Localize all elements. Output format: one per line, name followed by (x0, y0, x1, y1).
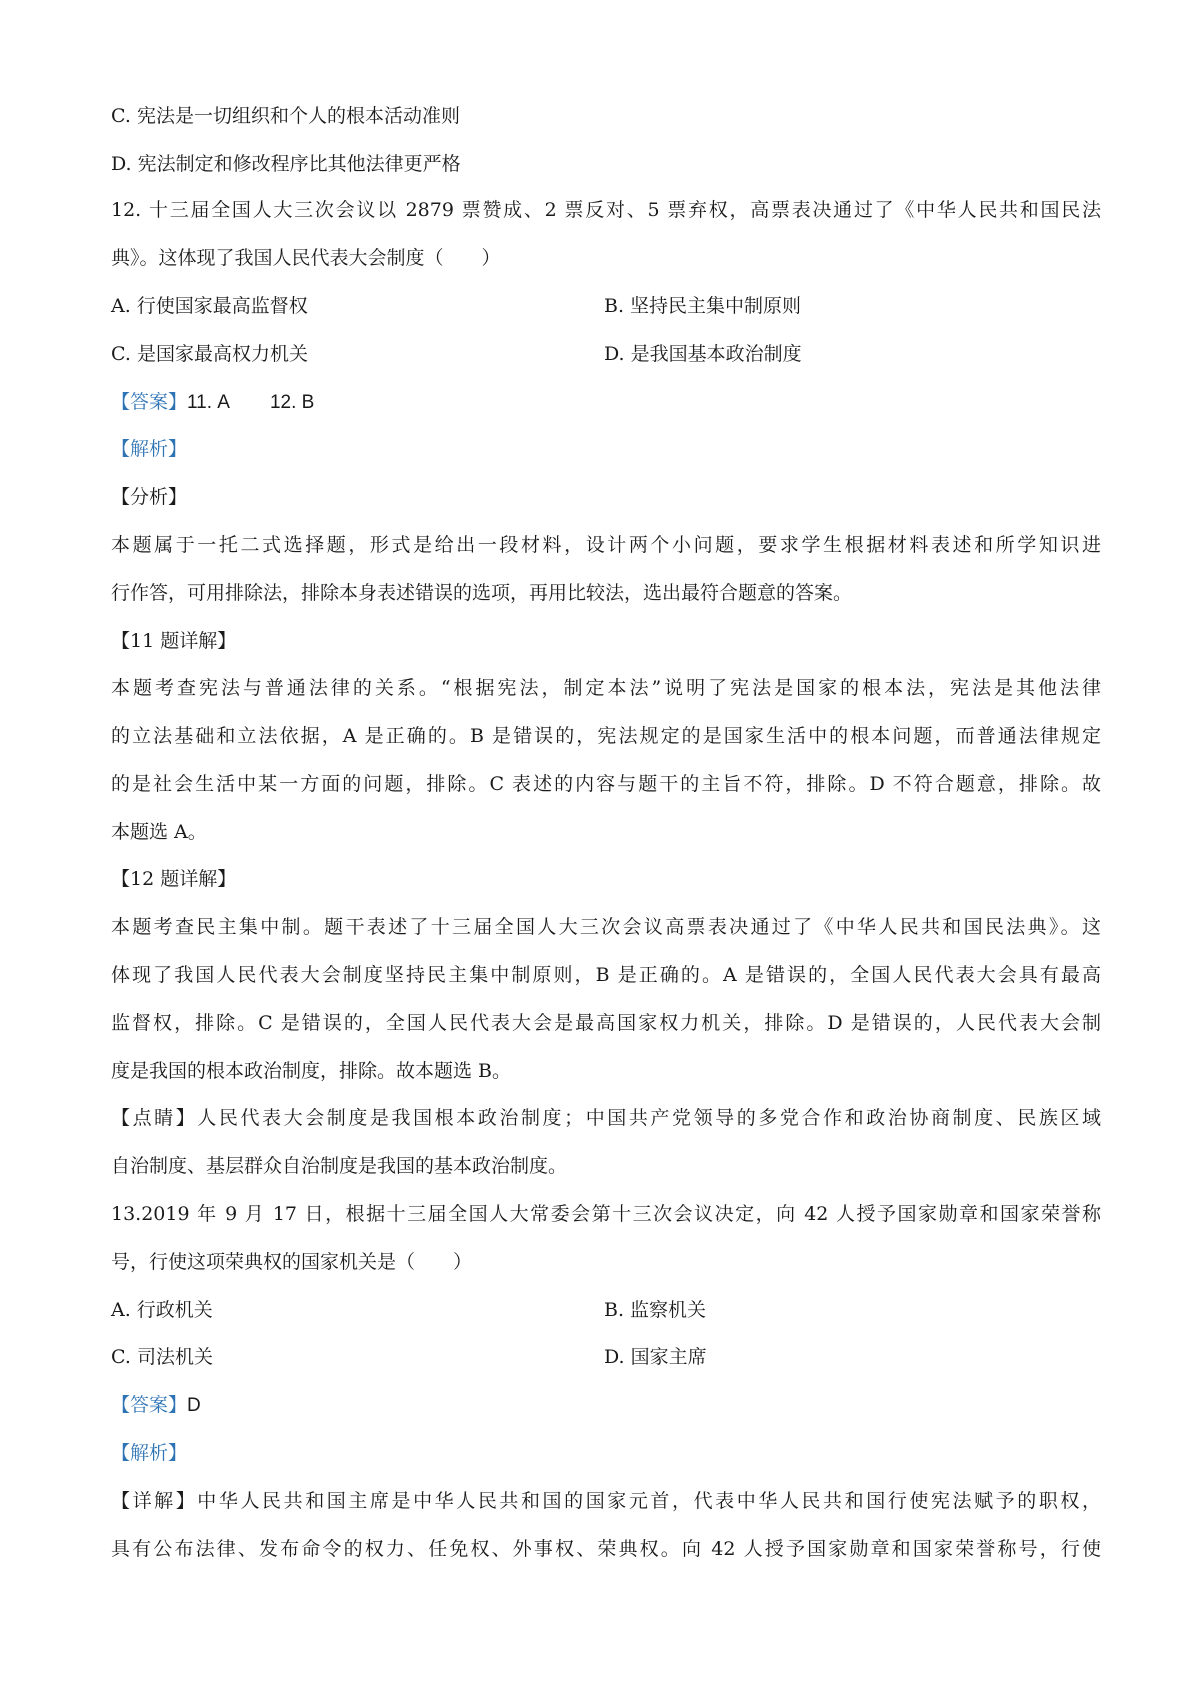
detail12-line1: 本题考查民主集中制。题干表述了十三届全国人大三次会议高票表决通过了《中华人民共和国民法典》。这 (111, 916, 1101, 938)
q13-option-a: A. 行政机关 (111, 1299, 213, 1321)
q13-stem-line2: 号，行使这项荣典权的国家机关是（ ） (111, 1251, 473, 1273)
detail11-line2: 的立法基础和立法依据，A 是正确的。B 是错误的，宪法规定的是国家生活中的根本问题，而普通法律规定 (111, 725, 1101, 747)
q11-option-c: C. 宪法是一切组织和个人的根本活动准则 (111, 105, 460, 127)
answer-tag: 【答案】 (111, 391, 188, 413)
detail11-line1: 本题考查宪法与普通法律的关系。“根据宪法，制定本法”说明了宪法是国家的根本法，宪法是其他法律 (111, 677, 1101, 699)
answer-block-2 (111, 1393, 1101, 1417)
answer-tag: 【答案】 (111, 1394, 188, 1416)
q12-option-b: B. 坚持民主集中制原则 (604, 295, 802, 317)
detail11-line3: 的是社会生活中某一方面的问题，排除。C 表述的内容与题干的主旨不符，排除。D 不符合题意，排除。故 (111, 773, 1101, 795)
detail12-line4: 度是我国的根本政治制度，排除。故本题选 B。 (111, 1060, 512, 1082)
q13-option-b: B. 监察机关 (604, 1299, 707, 1321)
detail11-tag: 【11 题详解】 (111, 630, 237, 652)
analysis-tag-2: 【解析】 (111, 1442, 188, 1464)
detail12-tag: 【12 题详解】 (111, 868, 237, 890)
answer-13: D (187, 1395, 201, 1416)
dianjing-line2: 自治制度、基层群众自治制度是我国的基本政治制度。 (111, 1155, 568, 1177)
q13-option-c: C. 司法机关 (111, 1346, 213, 1368)
answer-12: 12. B (269, 392, 315, 413)
answer-block-1 (111, 390, 1101, 414)
dianjing-line1: 【点睛】人民代表大会制度是我国根本政治制度；中国共产党领导的多党合作和政治协商制度、民族区域 (111, 1107, 1101, 1129)
fenxi-tag: 【分析】 (111, 486, 188, 508)
detail11-line4: 本题选 A。 (111, 821, 207, 843)
q12-stem-line1: 12. 十三届全国人大三次会议以 2879 票赞成、2 票反对、5 票弃权，高票表决通过了《中华人民共和国民法 (111, 199, 1101, 221)
q13-option-d: D. 国家主席 (604, 1346, 707, 1368)
q13-stem-line1: 13.2019 年 9 月 17 日，根据十三届全国人大常委会第十三次会议决定，向 42 人授予国家勋章和国家荣誉称 (111, 1203, 1101, 1225)
answer-11: 11. A (187, 392, 230, 413)
q12-option-c: C. 是国家最高权力机关 (111, 343, 308, 365)
analysis-tag-1: 【解析】 (111, 438, 188, 460)
q12-stem-line2: 典》。这体现了我国人民代表大会制度（ ） (111, 247, 501, 269)
detail13-line2: 具有公布法律、发布命令的权力、任免权、外事权、荣典权。向 42 人授予国家勋章和国家荣誉称号，行使 (111, 1538, 1101, 1560)
detail12-line3: 监督权，排除。C 是错误的，全国人民代表大会是最高国家权力机关，排除。D 是错误的，人民代表大会制 (111, 1012, 1101, 1034)
detail13-line1: 【详解】中华人民共和国主席是中华人民共和国的国家元首，代表中华人民共和国行使宪法赋予的职权， (111, 1490, 1101, 1512)
q12-option-d: D. 是我国基本政治制度 (604, 343, 802, 365)
fenxi-line1: 本题属于一托二式选择题，形式是给出一段材料，设计两个小问题，要求学生根据材料表述和所学知识进 (111, 534, 1101, 556)
q12-option-a: A. 行使国家最高监督权 (111, 295, 308, 317)
detail12-line2: 体现了我国人民代表大会制度坚持民主集中制原则，B 是正确的。A 是错误的，全国人民代表大会具有最高 (111, 964, 1101, 986)
q11-option-d: D. 宪法制定和修改程序比其他法律更严格 (111, 153, 461, 175)
fenxi-line2: 行作答，可用排除法，排除本身表述错误的选项，再用比较法，选出最符合题意的答案。 (111, 582, 853, 604)
